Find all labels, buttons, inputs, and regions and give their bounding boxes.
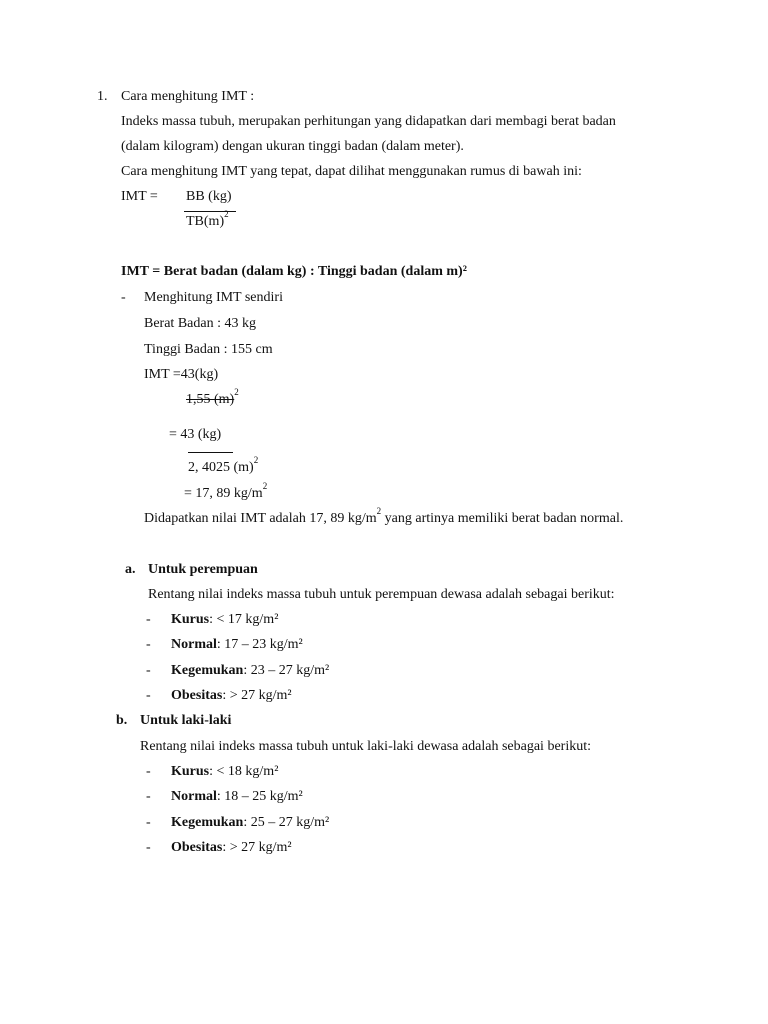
list-item: Obesitas: > 27 kg/m² bbox=[171, 688, 292, 703]
dash-bullet: - bbox=[146, 789, 151, 804]
conclusion: Didapatkan nilai IMT adalah 17, 89 $kg/m^2$ yang artinya memiliki berat badan normal. bbox=[144, 506, 624, 526]
dash-bullet: - bbox=[146, 764, 151, 779]
step1-label: IMT =43(kg) bbox=[144, 367, 219, 382]
women-intro: Rentang nilai indeks massa tubuh untuk perempuan dewasa adalah sebagai berikut: bbox=[148, 587, 615, 602]
list-item: Kurus: < 18 kg/m² bbox=[171, 764, 279, 779]
formula-denominator: $TB(m)^2$ bbox=[186, 209, 229, 229]
fraction-bar bbox=[188, 452, 233, 453]
list-item: Kegemukan: 25 – 27 kg/m² bbox=[171, 815, 330, 830]
dash-bullet: - bbox=[146, 637, 151, 652]
list-item: Obesitas: > 27 kg/m² bbox=[171, 840, 292, 855]
women-title: Untuk perempuan bbox=[148, 562, 258, 577]
list-item: Normal: 17 – 23 kg/m² bbox=[171, 637, 303, 652]
self-calc-title: Menghitung IMT sendiri bbox=[144, 290, 283, 305]
list-marker-a: a. bbox=[125, 562, 136, 577]
men-title: Untuk laki-laki bbox=[140, 713, 232, 728]
result-line: = 17, 89 $kg/m^2$ bbox=[184, 481, 268, 501]
section-title: Cara menghitung IMT : bbox=[121, 89, 255, 104]
formula-label: IMT = bbox=[121, 189, 158, 204]
list-item: Normal: 18 – 25 kg/m² bbox=[171, 789, 303, 804]
formula-intro: Cara menghitung IMT yang tepat, dapat dilihat menggunakan rumus di bawah ini: bbox=[121, 164, 582, 179]
dash-bullet: - bbox=[146, 688, 151, 703]
dash-bullet: - bbox=[146, 612, 151, 627]
definition-line-2: (dalam kilogram) dengan ukuran tinggi badan (dalam meter). bbox=[121, 139, 464, 154]
list-marker-b: b. bbox=[116, 713, 128, 728]
men-intro: Rentang nilai indeks massa tubuh untuk laki-laki dewasa adalah sebagai berikut: bbox=[140, 739, 591, 754]
list-item: Kegemukan: 23 – 27 kg/m² bbox=[171, 663, 330, 678]
list-item: Kurus: < 17 kg/m² bbox=[171, 612, 279, 627]
weight-line: Berat Badan : 43 kg bbox=[144, 316, 256, 331]
dash-bullet: - bbox=[146, 840, 151, 855]
list-number: 1. bbox=[97, 89, 108, 104]
definition-line-1: Indeks massa tubuh, merupakan perhitungan yang didapatkan dari membagi berat badan bbox=[121, 114, 616, 129]
height-line: Tinggi Badan : 155 cm bbox=[144, 342, 273, 357]
formula-numerator: BB (kg) bbox=[186, 189, 232, 204]
step1-denominator: 1,55 $(m)^2$ bbox=[186, 387, 239, 407]
step2-denominator: 2, 4025 $(m)^2$ bbox=[188, 455, 259, 475]
dash-bullet: - bbox=[146, 663, 151, 678]
dash-bullet: - bbox=[121, 290, 126, 305]
formula-bold: IMT = Berat badan (dalam kg) : Tinggi badan (dalam m)² bbox=[121, 264, 467, 279]
dash-bullet: - bbox=[146, 815, 151, 830]
step2-numerator: = 43 (kg) bbox=[169, 427, 222, 442]
